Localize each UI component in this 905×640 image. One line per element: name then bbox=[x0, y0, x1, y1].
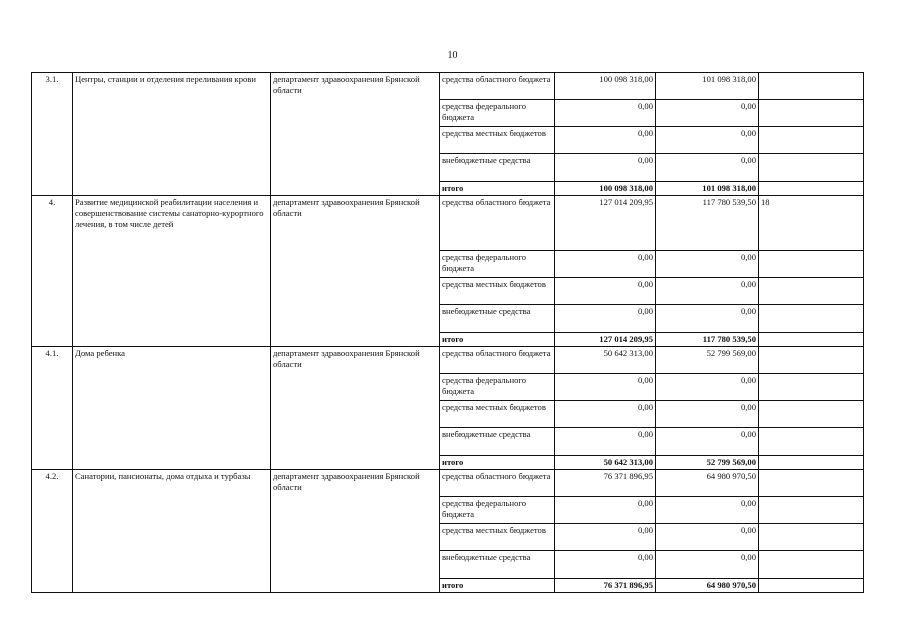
amount-year-1: 0,00 bbox=[555, 401, 656, 428]
amount-year-2: 117 780 539,50 bbox=[656, 196, 759, 251]
amount-year-1: 0,00 bbox=[555, 305, 656, 333]
total-label: итого bbox=[440, 182, 555, 196]
total-label: итого bbox=[440, 456, 555, 470]
funding-source: средства местных бюджетов bbox=[440, 278, 555, 305]
amount-year-1: 0,00 bbox=[555, 251, 656, 278]
amount-year-1: 0,00 bbox=[555, 100, 656, 127]
funding-source: внебюджетные средства bbox=[440, 551, 555, 579]
funding-source: средства федерального бюджета bbox=[440, 497, 555, 524]
funding-source: внебюджетные средства bbox=[440, 428, 555, 456]
budget-table bbox=[31, 72, 864, 593]
amount-year-1: 50 642 313,00 bbox=[555, 347, 656, 374]
amount-year-2: 0,00 bbox=[656, 278, 759, 305]
total-label: итого bbox=[440, 333, 555, 347]
table-row bbox=[32, 347, 864, 374]
amount-year-2: 0,00 bbox=[656, 524, 759, 551]
total-year-2: 101 098 318,00 bbox=[656, 182, 759, 196]
responsible-org: департамент здравоохранения Брянской области bbox=[271, 196, 440, 347]
row-number: 4.1. bbox=[32, 347, 73, 470]
total-year-1: 76 371 896,95 bbox=[555, 579, 656, 593]
note-cell bbox=[759, 456, 864, 470]
funding-source: средства федерального бюджета bbox=[440, 251, 555, 278]
amount-year-2: 0,00 bbox=[656, 374, 759, 401]
funding-source: средства областного бюджета bbox=[440, 73, 555, 100]
page-number: 10 bbox=[447, 50, 458, 61]
responsible-org: департамент здравоохранения Брянской области bbox=[271, 73, 440, 196]
amount-year-1: 100 098 318,00 bbox=[555, 73, 656, 100]
responsible-org: департамент здравоохранения Брянской области bbox=[271, 347, 440, 470]
funding-source: средства федерального бюджета bbox=[440, 374, 555, 401]
activity-name: Развитие медицинской реабилитации населения и совершенствование системы санаторно-курортного лечения, в том числе детей bbox=[73, 196, 271, 347]
table-row bbox=[32, 470, 864, 497]
total-year-2: 117 780 539,50 bbox=[656, 333, 759, 347]
note-cell bbox=[759, 497, 864, 524]
note-cell: 18 bbox=[759, 196, 864, 251]
amount-year-1: 0,00 bbox=[555, 524, 656, 551]
amount-year-2: 0,00 bbox=[656, 127, 759, 154]
responsible-org: департамент здравоохранения Брянской области bbox=[271, 470, 440, 593]
note-cell bbox=[759, 100, 864, 127]
note-cell bbox=[759, 154, 864, 182]
row-number: 3.1. bbox=[32, 73, 73, 196]
total-year-2: 64 980 970,50 bbox=[656, 579, 759, 593]
amount-year-2: 0,00 bbox=[656, 251, 759, 278]
amount-year-2: 0,00 bbox=[656, 428, 759, 456]
note-cell bbox=[759, 401, 864, 428]
row-number: 4. bbox=[32, 196, 73, 347]
activity-name: Центры, станции и отделения переливания крови bbox=[73, 73, 271, 196]
amount-year-1: 76 371 896,95 bbox=[555, 470, 656, 497]
note-cell bbox=[759, 428, 864, 456]
funding-source: средства федерального бюджета bbox=[440, 100, 555, 127]
note-cell bbox=[759, 347, 864, 374]
amount-year-1: 0,00 bbox=[555, 551, 656, 579]
note-cell bbox=[759, 374, 864, 401]
total-year-1: 50 642 313,00 bbox=[555, 456, 656, 470]
note-cell bbox=[759, 579, 864, 593]
amount-year-1: 0,00 bbox=[555, 154, 656, 182]
amount-year-2: 0,00 bbox=[656, 100, 759, 127]
funding-source: средства местных бюджетов bbox=[440, 401, 555, 428]
funding-source: средства областного бюджета bbox=[440, 196, 555, 251]
amount-year-1: 0,00 bbox=[555, 127, 656, 154]
amount-year-2: 64 980 970,50 bbox=[656, 470, 759, 497]
amount-year-1: 127 014 209,95 bbox=[555, 196, 656, 251]
amount-year-1: 0,00 bbox=[555, 374, 656, 401]
amount-year-1: 0,00 bbox=[555, 278, 656, 305]
total-year-2: 52 799 569,00 bbox=[656, 456, 759, 470]
note-cell bbox=[759, 551, 864, 579]
note-cell bbox=[759, 524, 864, 551]
amount-year-1: 0,00 bbox=[555, 497, 656, 524]
amount-year-2: 101 098 318,00 bbox=[656, 73, 759, 100]
note-cell bbox=[759, 127, 864, 154]
row-number: 4.2. bbox=[32, 470, 73, 593]
note-cell bbox=[759, 333, 864, 347]
amount-year-1: 0,00 bbox=[555, 428, 656, 456]
note-cell bbox=[759, 182, 864, 196]
funding-source: средства областного бюджета bbox=[440, 347, 555, 374]
activity-name: Санатории, пансионаты, дома отдыха и турбазы bbox=[73, 470, 271, 593]
total-label: итого bbox=[440, 579, 555, 593]
funding-source: внебюджетные средства bbox=[440, 154, 555, 182]
note-cell bbox=[759, 470, 864, 497]
amount-year-2: 0,00 bbox=[656, 154, 759, 182]
table-row bbox=[32, 196, 864, 251]
note-cell bbox=[759, 278, 864, 305]
amount-year-2: 0,00 bbox=[656, 497, 759, 524]
total-year-1: 100 098 318,00 bbox=[555, 182, 656, 196]
note-cell bbox=[759, 305, 864, 333]
funding-source: средства областного бюджета bbox=[440, 470, 555, 497]
amount-year-2: 0,00 bbox=[656, 305, 759, 333]
activity-name: Дома ребенка bbox=[73, 347, 271, 470]
funding-source: внебюджетные средства bbox=[440, 305, 555, 333]
amount-year-2: 52 799 569,00 bbox=[656, 347, 759, 374]
total-year-1: 127 014 209,95 bbox=[555, 333, 656, 347]
funding-source: средства местных бюджетов bbox=[440, 127, 555, 154]
table-row bbox=[32, 73, 864, 100]
note-cell bbox=[759, 251, 864, 278]
note-cell bbox=[759, 73, 864, 100]
amount-year-2: 0,00 bbox=[656, 551, 759, 579]
funding-source: средства местных бюджетов bbox=[440, 524, 555, 551]
amount-year-2: 0,00 bbox=[656, 401, 759, 428]
